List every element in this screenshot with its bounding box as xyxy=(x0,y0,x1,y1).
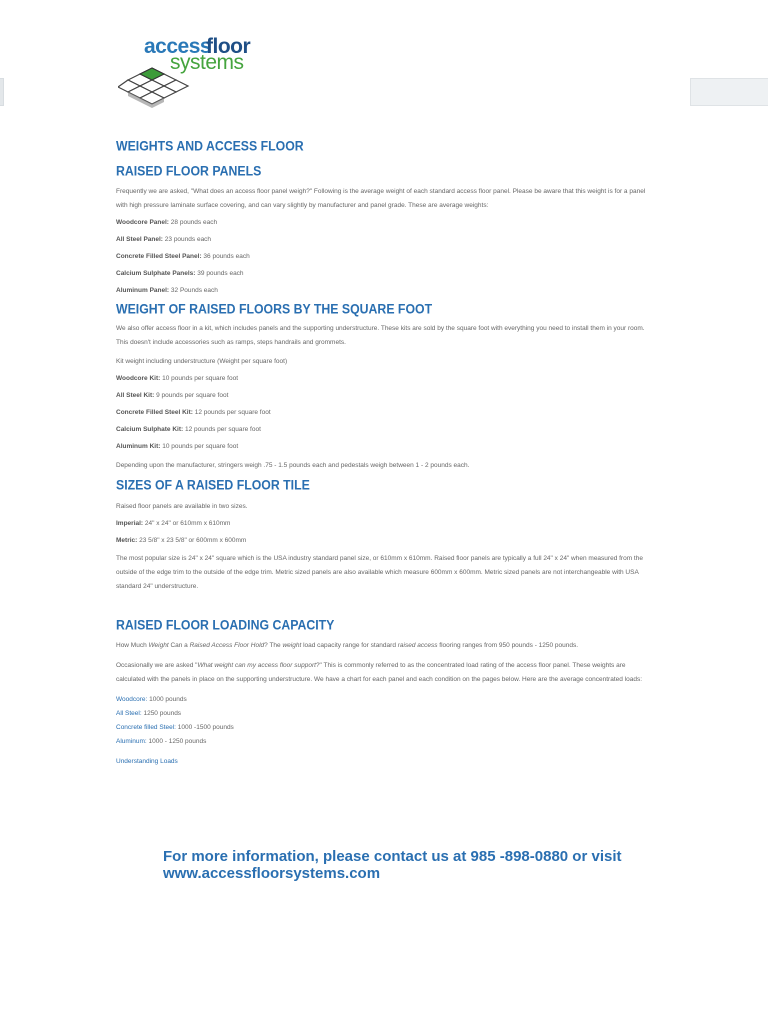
q2-part: Occasionally we are asked " xyxy=(116,662,198,669)
load-label: All Steel: xyxy=(116,710,142,717)
sizes-body: The most popular size is 24" x 24" square which is the USA industry standard panel size, or 610mm x 610mm. Raised floor panels are typically a full 24" x 24" when measured from the outside of the edge trim to the outside of the edge trim. Metric sized panels are also available which measure 600mm x 600mm. Metric sized panels are not interchangeable with USA standard 24" understructure. xyxy=(116,555,643,590)
kit-weight-value: 9 pounds per square foot xyxy=(156,392,229,399)
load-value: 1000 pounds xyxy=(147,696,187,703)
q1-part: How Much xyxy=(116,642,149,649)
kit-weight-label: Woodcore Kit: xyxy=(116,375,161,382)
floor-grid-icon xyxy=(118,62,190,118)
panel-weight-value: 23 pounds each xyxy=(164,236,212,243)
q1-part: Raised Access Floor Hold xyxy=(189,642,265,649)
right-edge-bar xyxy=(690,78,768,106)
kit-weight-value: 12 pounds per square foot xyxy=(194,409,271,416)
panel-weight-label: Woodcore Panel: xyxy=(116,219,169,226)
kit-weight-label: Aluminum Kit: xyxy=(116,443,161,450)
panel-weight-label: All Steel Panel: xyxy=(116,236,163,243)
stringer-pedestal-note: Depending upon the manufacturer, stringers weigh .75 - 1.5 pounds each and pedestals weigh between 1 - 2 pounds each. xyxy=(116,462,470,469)
concentrated-load-text xyxy=(116,659,652,687)
load-label: Aluminum: xyxy=(116,738,147,745)
panel-weight-value: 32 Pounds each xyxy=(170,287,218,294)
kit-weight-label: All Steel Kit: xyxy=(116,392,155,399)
q1-part: load capacity range for standard xyxy=(301,642,398,649)
size-value: 23 5/8" x 23 5/8" or 600mm x 600mm xyxy=(139,537,247,544)
load-value: 1000 -1500 pounds xyxy=(175,724,234,731)
section-title-tile-sizes: SIZES OF A RAISED FLOOR TILE xyxy=(116,477,310,493)
kit-weight-label: Concrete Filled Steel Kit: xyxy=(116,409,193,416)
logo-word-access: access xyxy=(144,35,212,58)
kit-weight-item xyxy=(116,389,652,403)
q2-part: ?" This is commonly referred to as the concentrated load rating of the access floor panel. These weights are calculated with the panels in place on the supporting understructure. We have a chart for each panel and each condition on the pages below. Here are the average concentrated loads: xyxy=(116,662,643,683)
load-capacity-question xyxy=(116,639,652,653)
panel-weight-item xyxy=(116,250,652,264)
load-value: 1250 pounds xyxy=(141,710,182,717)
kit-weight-item xyxy=(116,406,652,420)
load-label: Woodcore: xyxy=(116,696,148,703)
kit-weight-value: 12 pounds per square foot xyxy=(185,426,261,433)
section-title-weights: WEIGHTS AND ACCESS FLOOR xyxy=(116,138,304,154)
panel-weight-value: 36 pounds each xyxy=(203,253,250,260)
contact-callout xyxy=(163,848,643,882)
load-value: 1000 - 1250 pounds xyxy=(146,738,207,745)
kit-weight-label: Calcium Sulphate Kit: xyxy=(116,426,184,433)
kit-weight-item xyxy=(116,440,652,454)
q1-part: ? The xyxy=(264,642,283,649)
load-item xyxy=(116,721,652,735)
understanding-loads-link[interactable]: Understanding Loads xyxy=(116,758,178,765)
panel-weight-value: 28 pounds each xyxy=(170,219,218,226)
panel-weight-item xyxy=(116,267,652,281)
load-label: Concrete filled Steel: xyxy=(116,724,176,731)
q1-part: Can a xyxy=(168,642,190,649)
panel-weight-label: Aluminum Panel: xyxy=(116,287,170,294)
q1-part: flooring ranges from 950 pounds - 1250 pounds. xyxy=(437,642,579,649)
website-link[interactable]: www.accessfloorsystems.com xyxy=(163,865,381,882)
load-item xyxy=(116,693,652,707)
section-title-square-foot: WEIGHT OF RAISED FLOORS BY THE SQUARE FOOT xyxy=(116,301,433,317)
contact-line: For more information, please contact us at 985 -898-0880 or visit xyxy=(163,848,622,865)
section-title-loading-capacity: RAISED FLOOR LOADING CAPACITY xyxy=(116,617,335,633)
left-edge-bar xyxy=(0,78,4,106)
kit-weight-value: 10 pounds per square foot xyxy=(162,443,239,450)
panel-weight-item xyxy=(116,216,652,230)
load-item xyxy=(116,735,652,749)
q1-part: weight xyxy=(282,642,302,649)
panel-weight-item xyxy=(116,233,652,247)
size-item xyxy=(116,517,652,531)
sizes-intro: Raised floor panels are available in two sizes. xyxy=(116,503,248,510)
panels-intro: Frequently we are asked, "What does an access floor panel weigh?" Following is the average weight of each standard access floor panel. Please be aware that this weight is for a panel with high pressure laminate surface covering, and can vary slightly by manufacturer and panel grade. These are average weights: xyxy=(116,188,646,209)
q1-part: Weight xyxy=(148,642,169,649)
logo-word-systems: systems xyxy=(170,51,244,74)
q2-part: What weight can my access floor support xyxy=(197,662,316,669)
panel-weight-label: Concrete Filled Steel Panel: xyxy=(116,253,202,260)
panel-weight-label: Calcium Sulphate Panels: xyxy=(116,270,196,277)
kit-weight-item xyxy=(116,372,652,386)
kit-intro: We also offer access floor in a kit, which includes panels and the supporting understructure. These kits are sold by the square foot with everything you need to install them in your room. This doesn't include accessories such as ramps, steps handrails and grommets. xyxy=(116,325,645,346)
kit-weight-item xyxy=(116,423,652,437)
size-value: 24" x 24" or 610mm x 610mm xyxy=(144,520,231,527)
size-label: Imperial: xyxy=(116,520,144,527)
section-title-raised-floor-panels: RAISED FLOOR PANELS xyxy=(116,163,262,179)
panel-weight-item xyxy=(116,284,652,298)
load-item xyxy=(116,707,652,721)
q1-part: raised access xyxy=(397,642,438,649)
kit-subhead: Kit weight including understructure (Weight per square foot) xyxy=(116,358,288,365)
logo[interactable] xyxy=(118,34,258,118)
panel-weight-value: 39 pounds each xyxy=(197,270,244,277)
main-content xyxy=(116,136,652,769)
size-item xyxy=(116,534,652,548)
size-label: Metric: xyxy=(116,537,138,544)
logo-word-floor: floor xyxy=(206,35,251,58)
kit-weight-value: 10 pounds per square foot xyxy=(162,375,238,382)
